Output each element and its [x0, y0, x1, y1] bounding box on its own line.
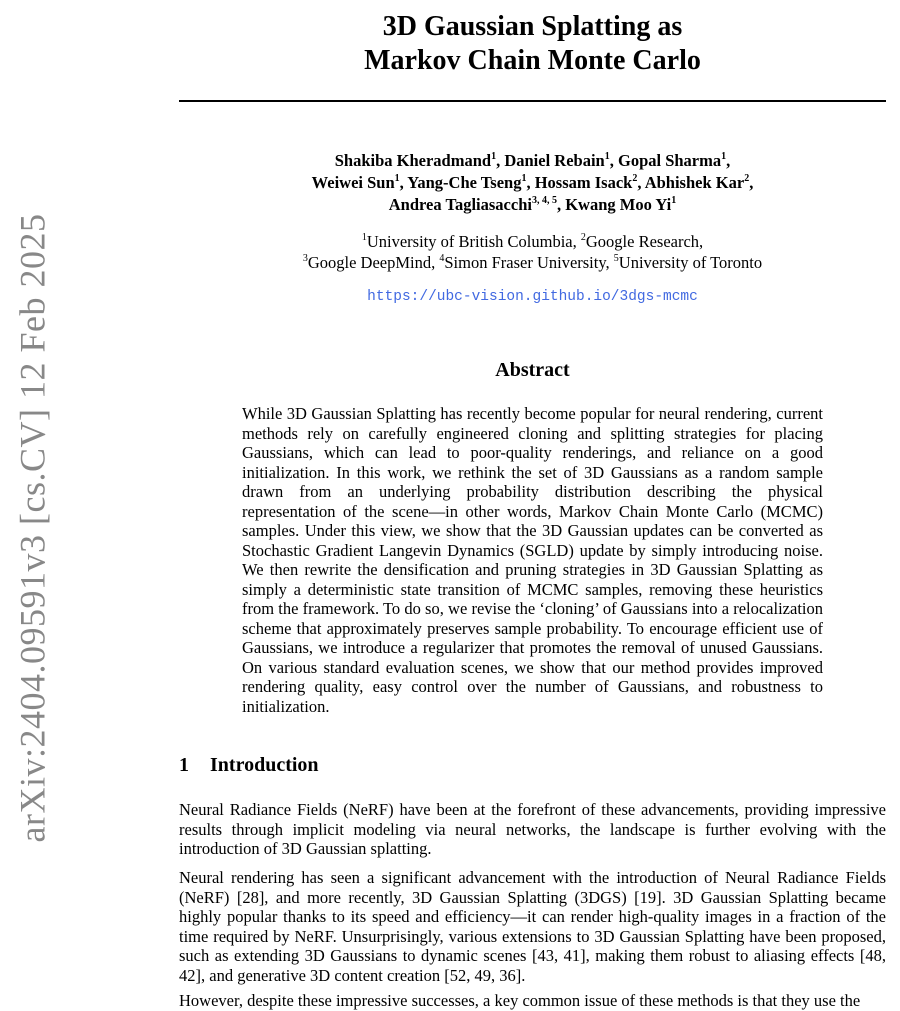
abstract-heading: Abstract [495, 359, 570, 381]
author-affil-mark: 1 [394, 172, 400, 184]
affiliation-mark: 4 [439, 252, 445, 264]
author-affil-mark: 2 [744, 172, 750, 184]
author-line-3 [179, 194, 886, 216]
abstract-text: While 3D Gaussian Splatting has recently become popular for neural rendering, current methods rely on carefully engineered cloning and splitting strategies for placing Gaussians, which can lead to poor-quality renderings, and reliance on a good initialization. In this work, we rethink the set of 3D Gaussians as a random sample drawn from an underlying probability distribution describing the physical representation of the scene—in other words, Markov Chain Monte Carlo (MCMC) samples. Under this view, we show that the 3D Gaussian updates can be converted as Stochastic Gradient Langevin Dynamics (SGLD) update by simply introducing noise. We then rewrite the densification and pruning strategies in 3D Gaussian Splatting as simply a deterministic state transition of MCMC samples, removing these heuristics from the framework. To do so, we revise the ‘cloning’ of Gaussians into a relocalization scheme that approximately preserves sample probability. To encourage efficient use of Gaussians, we introduce a regularizer that promotes the removal of unused Gaussians. On various standard evaluation scenes, we show that our method provides improved rendering quality, easy control over the number of Gaussians, and robustness to initialization. [242, 404, 823, 716]
author-affil-mark: 1 [521, 172, 527, 184]
affiliation-name: Simon Fraser University [444, 253, 606, 272]
affiliation-mark: 1 [361, 231, 367, 243]
author-separator: , [726, 151, 731, 170]
author-name: Daniel Rebain [504, 151, 605, 170]
author-affil-mark: 3, 4, 5 [531, 194, 557, 206]
author-affil-mark: 1 [721, 150, 727, 162]
author-separator: , [399, 173, 408, 192]
section-number: 1 [179, 754, 189, 776]
affiliation-line-2 [179, 252, 886, 273]
intro-paragraph: Neural rendering has seen a significant advancement with the introduction of Neural Radiance Fields (NeRF) [28], and more recently, 3D Gaussian Splatting (3DGS) [19]. 3D Gaussian Splatting became highly popular thanks to its speed and efficiency—it can render high-quality images in a fraction of the time required by NeRF. Unsurprisingly, various extensions to 3D Gaussian Splatting have been proposed, such as extending 3D Gaussians to dynamic scenes [43, 41], making them robust to aliasing effects [48, 42], and generative 3D content creation [52, 49, 36]. [179, 868, 886, 985]
author-separator: , [749, 173, 754, 192]
intro-paragraph-3-wrap [179, 991, 886, 1010]
author-separator: , [609, 151, 618, 170]
affiliation-separator: , [605, 253, 614, 272]
author-line-2 [179, 172, 886, 194]
author-separator: , [496, 151, 505, 170]
section-heading [179, 754, 886, 777]
author-name: Shakiba Kheradmand [334, 151, 492, 170]
intro-paragraph-1-wrap [179, 800, 886, 859]
arxiv-identifier: arXiv:2404.09591v3 [cs.CV] 12 Feb 2025 [12, 213, 53, 843]
author-name: Kwang Moo Yi [565, 195, 672, 214]
author-affil-mark: 2 [632, 172, 638, 184]
affiliation-mark: 3 [302, 252, 308, 264]
affiliation-name: University of Toronto [618, 253, 763, 272]
affiliation-line-1 [179, 231, 886, 252]
affiliation-mark: 2 [580, 231, 586, 243]
paper-title [179, 10, 886, 78]
affiliation-separator: , [431, 253, 440, 272]
author-affil-mark: 1 [491, 150, 497, 162]
author-separator: , [526, 173, 535, 192]
affiliation-separator: , [572, 232, 581, 251]
author-name: Hossam Isack [534, 173, 633, 192]
affiliation-name: Google Research [585, 232, 700, 251]
affiliation-name: Google DeepMind [307, 253, 432, 272]
affiliation-mark: 5 [613, 252, 619, 264]
author-name: Weiwei Sun [311, 173, 395, 192]
section-title: Introduction [210, 754, 319, 776]
affiliation-separator: , [699, 232, 704, 251]
title-line-2: Markov Chain Monte Carlo [364, 45, 701, 76]
author-name: Gopal Sharma [617, 151, 722, 170]
author-name: Yang-Che Tseng [407, 173, 522, 192]
intro-paragraph-2-wrap [179, 868, 886, 985]
project-url-link[interactable]: https://ubc-vision.github.io/3dgs-mcmc [367, 289, 698, 305]
affiliation-name: University of British Columbia [366, 232, 573, 251]
project-url-row [179, 289, 886, 305]
intro-paragraph: However, despite these impressive successes, a key common issue of these methods is that they use the [179, 991, 861, 1010]
author-list [179, 150, 886, 216]
arxiv-side-stamp [12, 213, 53, 843]
author-name: Abhishek Kar [644, 173, 745, 192]
intro-paragraph: Neural Radiance Fields (NeRF) have been at the forefront of these advancements, providing impressive results through implicit modeling via neural networks, the landscape is further evolving with the introduction of 3D Gaussian splatting. [179, 800, 886, 858]
title-rule [179, 100, 886, 102]
author-affil-mark: 1 [604, 150, 610, 162]
author-separator: , [637, 173, 645, 192]
author-name: Andrea Tagliasacchi [388, 195, 532, 214]
title-line-1: 3D Gaussian Splatting as [382, 11, 683, 42]
author-separator: , [556, 195, 566, 214]
affiliation-list [179, 231, 886, 273]
author-line-1 [179, 150, 886, 172]
author-affil-mark: 1 [671, 194, 677, 206]
